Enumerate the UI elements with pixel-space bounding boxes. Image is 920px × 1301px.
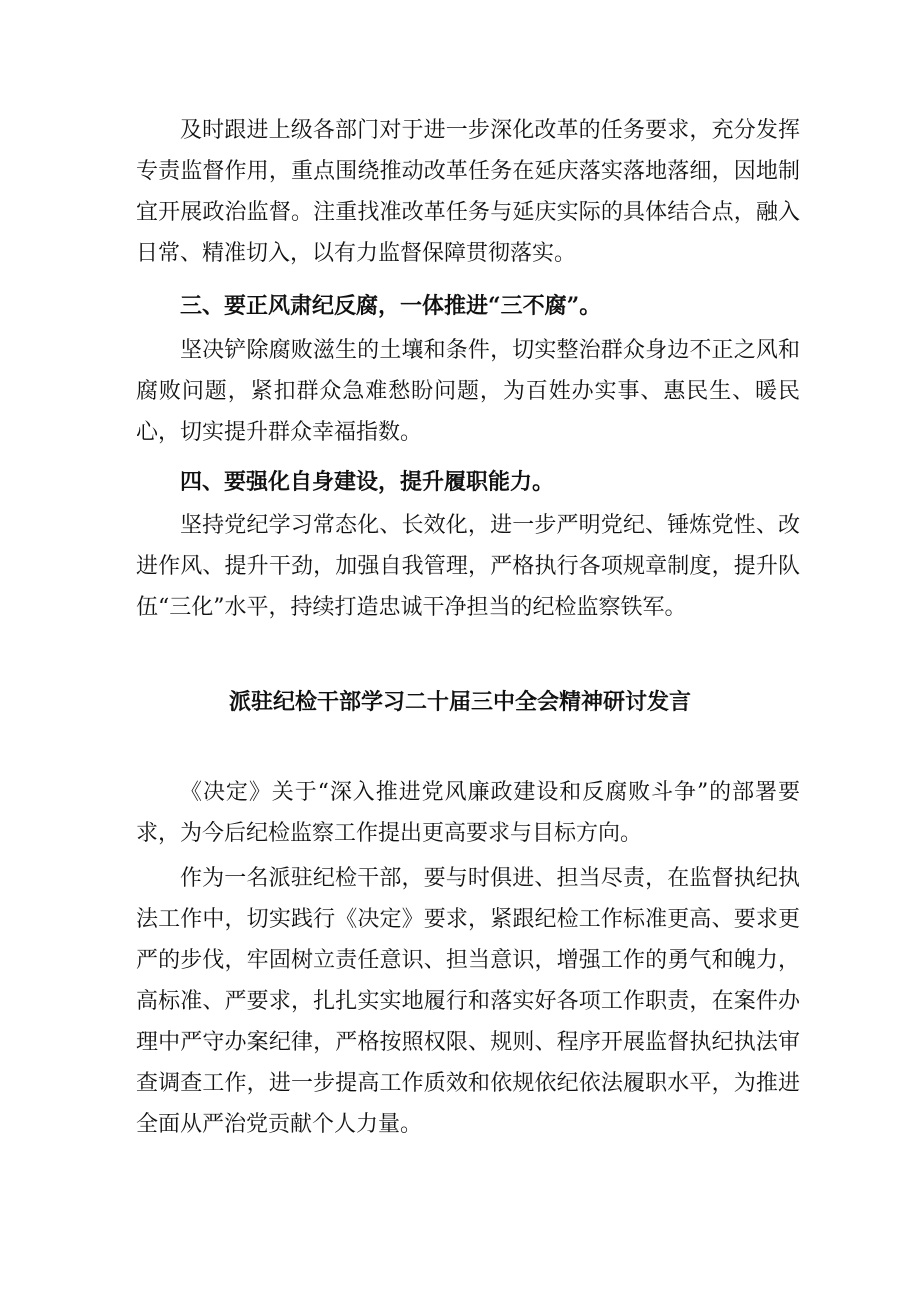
section-heading-4: 四、要强化自身建设，提升履职能力。 (180, 469, 555, 495)
document-title: 派驻纪检干部学习二十届三中全会精神研讨发言 (228, 689, 691, 715)
body-paragraph: 坚决铲除腐败滋生的土壤和条件，切实整治群众身边不正之风和腐败问题，紧扣群众急难愁盼问题，为百姓办实事、惠民生、暖民心，切实提升群众幸福指数。 (136, 338, 800, 445)
section-heading-3: 三、要正风肃纪反腐，一体推进“三不腐”。 (180, 293, 602, 319)
body-paragraph: 及时跟进上级各部门对于进一步深化改革的任务要求，充分发挥专责监督作用，重点围绕推动改革任务在延庆落实落地落细，因地制宜开展政治监督。注重找准改革任务与延庆实际的具体结合点，融入日常、精准切入，以有力监督保障贯彻落实。 (136, 118, 800, 266)
body-paragraph: 作为一名派驻纪检干部，要与时俱进、担当尽责，在监督执纪执法工作中，切实践行《决定》要求，紧跟纪检工作标准更高、要求更严的步伐，牢固树立责任意识、担当意识，增强工作的勇气和魄力，高标准、严要求，扎扎实实地履行和落实好各项工作职责，在案件办理中严守办案纪律，严格按照权限、规则、程序开展监督执纪执法审查调查工作，进一步提高工作质效和依规依纪依法履职水平，为推进全面从严治党贡献个人力量。 (136, 866, 800, 1137)
body-paragraph: 《决定》关于“深入推进党风廉政建设和反腐败斗争”的部署要求，为今后纪检监察工作提出更高要求与目标方向。 (136, 780, 800, 846)
body-paragraph: 坚持党纪学习常态化、长效化，进一步严明党纪、锤炼党性、改进作风、提升干劲，加强自我管理，严格执行各项规章制度，提升队伍“三化”水平，持续打造忠诚干净担当的纪检监察铁军。 (136, 513, 800, 620)
